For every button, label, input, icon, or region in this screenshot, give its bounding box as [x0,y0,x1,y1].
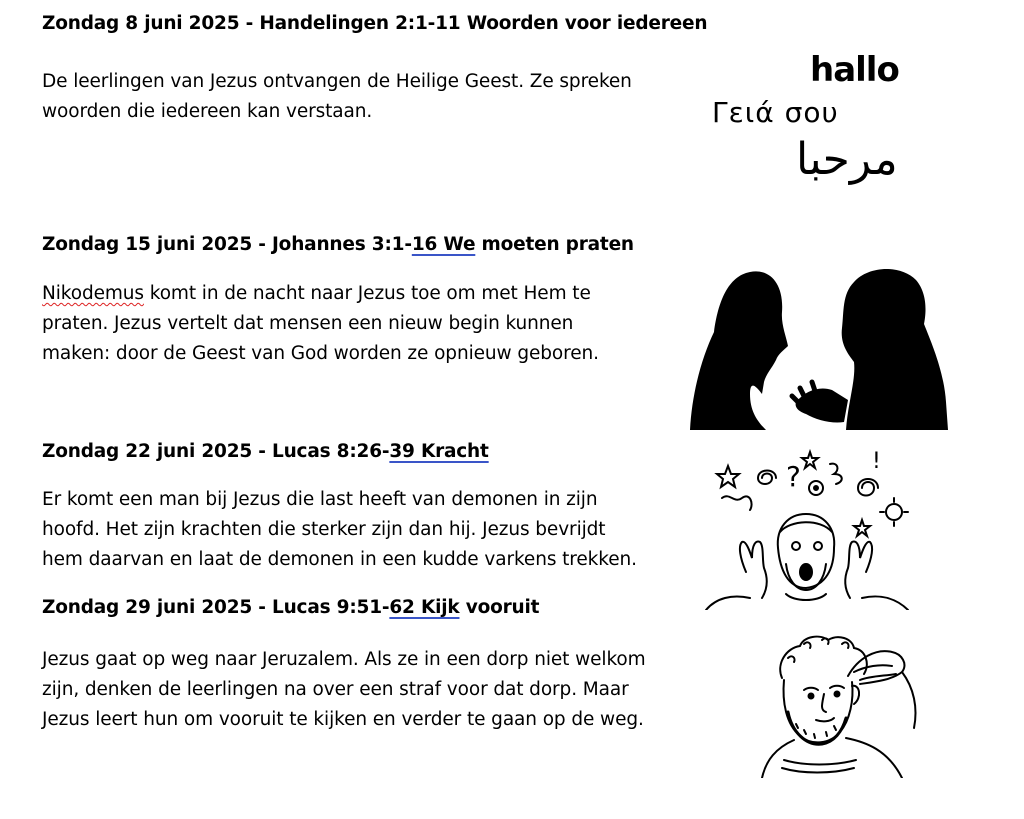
section-heading: Zondag 8 juni 2025 - Handelingen 2:1-11 Woorden voor iedereen [42,13,708,34]
body-line: woorden die iedereen kan verstaan. [42,101,373,122]
body-line: De leerlingen van Jezus ontvangen de Heilige Geest. Ze spreken [42,71,632,92]
heading-suffix: moeten praten [475,234,634,255]
section-heading [42,233,692,257]
heading-prefix: Zondag 15 juni 2025 - Johannes 3:1- [42,234,412,255]
greeting-dutch: hallo [810,50,899,90]
heading-underlined: 16 We [411,234,476,255]
body-line: maken: door de Geest van God worden ze opnieuw geboren. [42,343,599,364]
heading-prefix: Zondag 29 juni 2025 - Lucas 9:51- [42,597,390,618]
section-body [42,67,692,127]
section-body [42,645,692,735]
body-line: Jezus gaat op weg naar Jeruzalem. Als ze in een dorp niet welkom [42,649,646,670]
heading-prefix: Zondag 22 juni 2025 - Lucas 8:26- [42,441,390,462]
heading-underlined: 62 Kijk [389,597,460,618]
body-line: hoofd. Het zijn krachten die sterker zijn dan hij. Jezus bevrijdt [42,519,606,540]
greeting-arabic: مرحبا [796,134,898,185]
body-line: zijn, denken de leerlingen na over een straf voor dat dorp. Maar [42,679,629,700]
section-june-15 [42,233,692,369]
confused-man-with-symbols-icon [702,448,912,610]
greetings-languages-icon [700,48,980,198]
body-line: hem daarvan en laat de demonen in een kudde varkens trekken. [42,549,637,570]
section-heading [42,596,692,620]
body-line: praten. Jezus vertelt dat mensen een nieuw begin kunnen [42,313,574,334]
body-line: Er komt een man bij Jezus die last heeft van demonen in zijn [42,489,598,510]
section-body [42,485,692,575]
heading-underlined: 39 Kracht [389,441,489,462]
two-people-talking-silhouette-icon [688,262,953,430]
question-mark-symbol: ? [786,460,801,493]
section-body [42,279,692,369]
man-looking-ahead-icon [742,628,932,778]
body-line-rest: komt in de nacht naar Jezus toe om met Hem te [143,283,591,304]
section-june-22 [42,440,692,575]
body-line: Jezus leert hun om vooruit te kijken en verder te gaan op de weg. [42,709,644,730]
heading-suffix: vooruit [459,597,540,618]
exclamation-symbol: ! [872,449,881,474]
section-june-29 [42,596,692,735]
greeting-greek: Γειά σου [712,96,839,129]
section-heading [42,440,692,464]
spellcheck-word: Nikodemus [42,283,144,304]
body-line [42,279,692,309]
section-june-8 [42,12,708,127]
